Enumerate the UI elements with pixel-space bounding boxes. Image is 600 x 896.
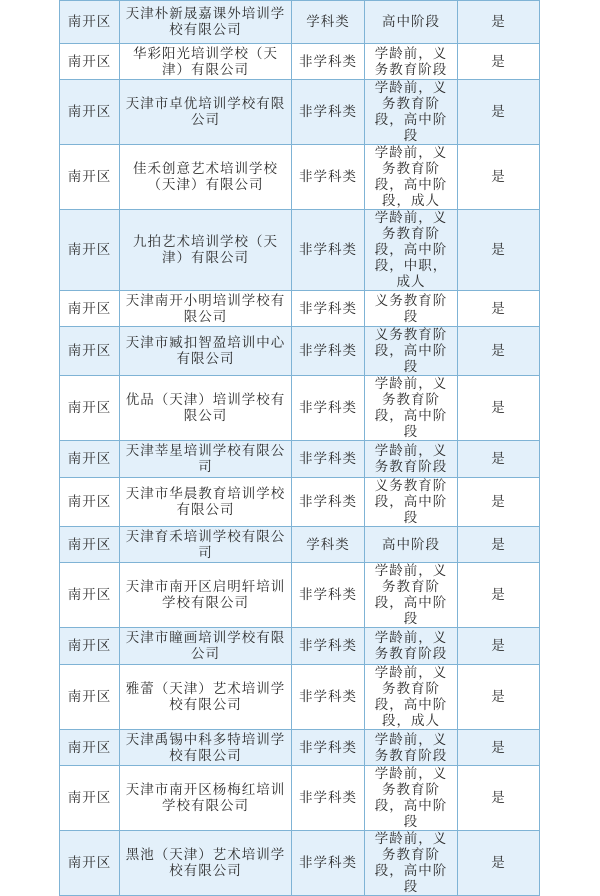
stage-cell: 学龄前，义务教育阶段 <box>365 44 458 80</box>
category-cell: 非学科类 <box>292 145 365 210</box>
table-row <box>60 291 540 327</box>
institution-name-cell: 天津南开小明培训学校有限公司 <box>120 291 292 327</box>
institution-name-cell: 雅蕾（天津）艺术培训学校有限公司 <box>120 665 292 730</box>
district-cell: 南开区 <box>60 44 120 80</box>
institution-name-cell: 天津莘星培训学校有限公司 <box>120 441 292 478</box>
stage-cell: 学龄前，义务教育阶段，高中阶段 <box>365 563 458 628</box>
stage-cell: 高中阶段 <box>365 527 458 563</box>
stage-cell: 义务教育阶段 <box>365 291 458 327</box>
flag-cell: 是 <box>458 210 540 291</box>
category-cell: 非学科类 <box>292 376 365 441</box>
category-cell: 非学科类 <box>292 628 365 665</box>
flag-cell: 是 <box>458 441 540 478</box>
flag-cell: 是 <box>458 766 540 831</box>
flag-cell: 是 <box>458 44 540 80</box>
district-cell: 南开区 <box>60 376 120 441</box>
district-cell: 南开区 <box>60 527 120 563</box>
stage-cell: 学龄前，义务教育阶段，高中阶段，成人 <box>365 145 458 210</box>
table-row <box>60 376 540 441</box>
category-cell: 非学科类 <box>292 80 365 145</box>
table-row <box>60 80 540 145</box>
institution-name-cell: 天津市卓优培训学校有限公司 <box>120 80 292 145</box>
flag-cell: 是 <box>458 730 540 766</box>
stage-cell: 学龄前，义务教育阶段，高中阶段，中职，成人 <box>365 210 458 291</box>
flag-cell: 是 <box>458 563 540 628</box>
stage-cell: 学龄前，义务教育阶段 <box>365 730 458 766</box>
stage-cell: 学龄前，义务教育阶段，高中阶段 <box>365 80 458 145</box>
table-row <box>60 44 540 80</box>
table-row <box>60 527 540 563</box>
category-cell: 非学科类 <box>292 563 365 628</box>
category-cell: 非学科类 <box>292 478 365 527</box>
district-cell: 南开区 <box>60 145 120 210</box>
district-cell: 南开区 <box>60 80 120 145</box>
district-cell: 南开区 <box>60 730 120 766</box>
district-cell: 南开区 <box>60 441 120 478</box>
district-cell: 南开区 <box>60 766 120 831</box>
institution-name-cell: 天津禹锡中科多特培训学校有限公司 <box>120 730 292 766</box>
district-cell: 南开区 <box>60 327 120 376</box>
flag-cell: 是 <box>458 831 540 896</box>
institution-name-cell: 天津市臧扣智盈培训中心有限公司 <box>120 327 292 376</box>
district-cell: 南开区 <box>60 665 120 730</box>
category-cell: 非学科类 <box>292 665 365 730</box>
stage-cell: 学龄前，义务教育阶段，高中阶段 <box>365 376 458 441</box>
table-row <box>60 327 540 376</box>
category-cell: 非学科类 <box>292 766 365 831</box>
table-row <box>60 1 540 44</box>
flag-cell: 是 <box>458 1 540 44</box>
category-cell: 非学科类 <box>292 44 365 80</box>
table-row <box>60 665 540 730</box>
flag-cell: 是 <box>458 527 540 563</box>
institution-name-cell: 天津朴新晟嘉课外培训学校有限公司 <box>120 1 292 44</box>
table-row <box>60 478 540 527</box>
institution-name-cell: 黑池（天津）艺术培训学校有限公司 <box>120 831 292 896</box>
institution-name-cell: 佳禾创意艺术培训学校（天津）有限公司 <box>120 145 292 210</box>
institution-name-cell: 天津育禾培训学校有限公司 <box>120 527 292 563</box>
institution-table <box>59 0 540 896</box>
district-cell: 南开区 <box>60 210 120 291</box>
stage-cell: 义务教育阶段，高中阶段 <box>365 478 458 527</box>
table-row <box>60 210 540 291</box>
category-cell: 非学科类 <box>292 831 365 896</box>
institution-name-cell: 天津市南开区杨梅红培训学校有限公司 <box>120 766 292 831</box>
flag-cell: 是 <box>458 327 540 376</box>
category-cell: 非学科类 <box>292 327 365 376</box>
stage-cell: 义务教育阶段，高中阶段 <box>365 327 458 376</box>
stage-cell: 学龄前，义务教育阶段，高中阶段 <box>365 766 458 831</box>
institution-table-container <box>59 0 539 896</box>
district-cell: 南开区 <box>60 478 120 527</box>
institution-name-cell: 天津市华晨教育培训学校有限公司 <box>120 478 292 527</box>
institution-name-cell: 九拍艺术培训学校（天津）有限公司 <box>120 210 292 291</box>
stage-cell: 学龄前，义务教育阶段 <box>365 441 458 478</box>
stage-cell: 学龄前，义务教育阶段，高中阶段，成人 <box>365 665 458 730</box>
district-cell: 南开区 <box>60 291 120 327</box>
flag-cell: 是 <box>458 145 540 210</box>
category-cell: 非学科类 <box>292 441 365 478</box>
table-row <box>60 766 540 831</box>
district-cell: 南开区 <box>60 1 120 44</box>
institution-name-cell: 天津市南开区启明轩培训学校有限公司 <box>120 563 292 628</box>
district-cell: 南开区 <box>60 563 120 628</box>
flag-cell: 是 <box>458 80 540 145</box>
institution-name-cell: 华彩阳光培训学校（天津）有限公司 <box>120 44 292 80</box>
stage-cell: 学龄前，义务教育阶段 <box>365 628 458 665</box>
flag-cell: 是 <box>458 291 540 327</box>
category-cell: 非学科类 <box>292 730 365 766</box>
table-body <box>60 1 540 896</box>
flag-cell: 是 <box>458 665 540 730</box>
table-row <box>60 145 540 210</box>
stage-cell: 学龄前，义务教育阶段，高中阶段 <box>365 831 458 896</box>
category-cell: 学科类 <box>292 527 365 563</box>
stage-cell: 高中阶段 <box>365 1 458 44</box>
district-cell: 南开区 <box>60 831 120 896</box>
institution-name-cell: 天津市瞳画培训学校有限公司 <box>120 628 292 665</box>
flag-cell: 是 <box>458 628 540 665</box>
table-row <box>60 730 540 766</box>
table-row <box>60 441 540 478</box>
category-cell: 非学科类 <box>292 210 365 291</box>
flag-cell: 是 <box>458 478 540 527</box>
flag-cell: 是 <box>458 376 540 441</box>
category-cell: 非学科类 <box>292 291 365 327</box>
institution-name-cell: 优品（天津）培训学校有限公司 <box>120 376 292 441</box>
district-cell: 南开区 <box>60 628 120 665</box>
table-row <box>60 831 540 896</box>
table-row <box>60 628 540 665</box>
table-row <box>60 563 540 628</box>
category-cell: 学科类 <box>292 1 365 44</box>
